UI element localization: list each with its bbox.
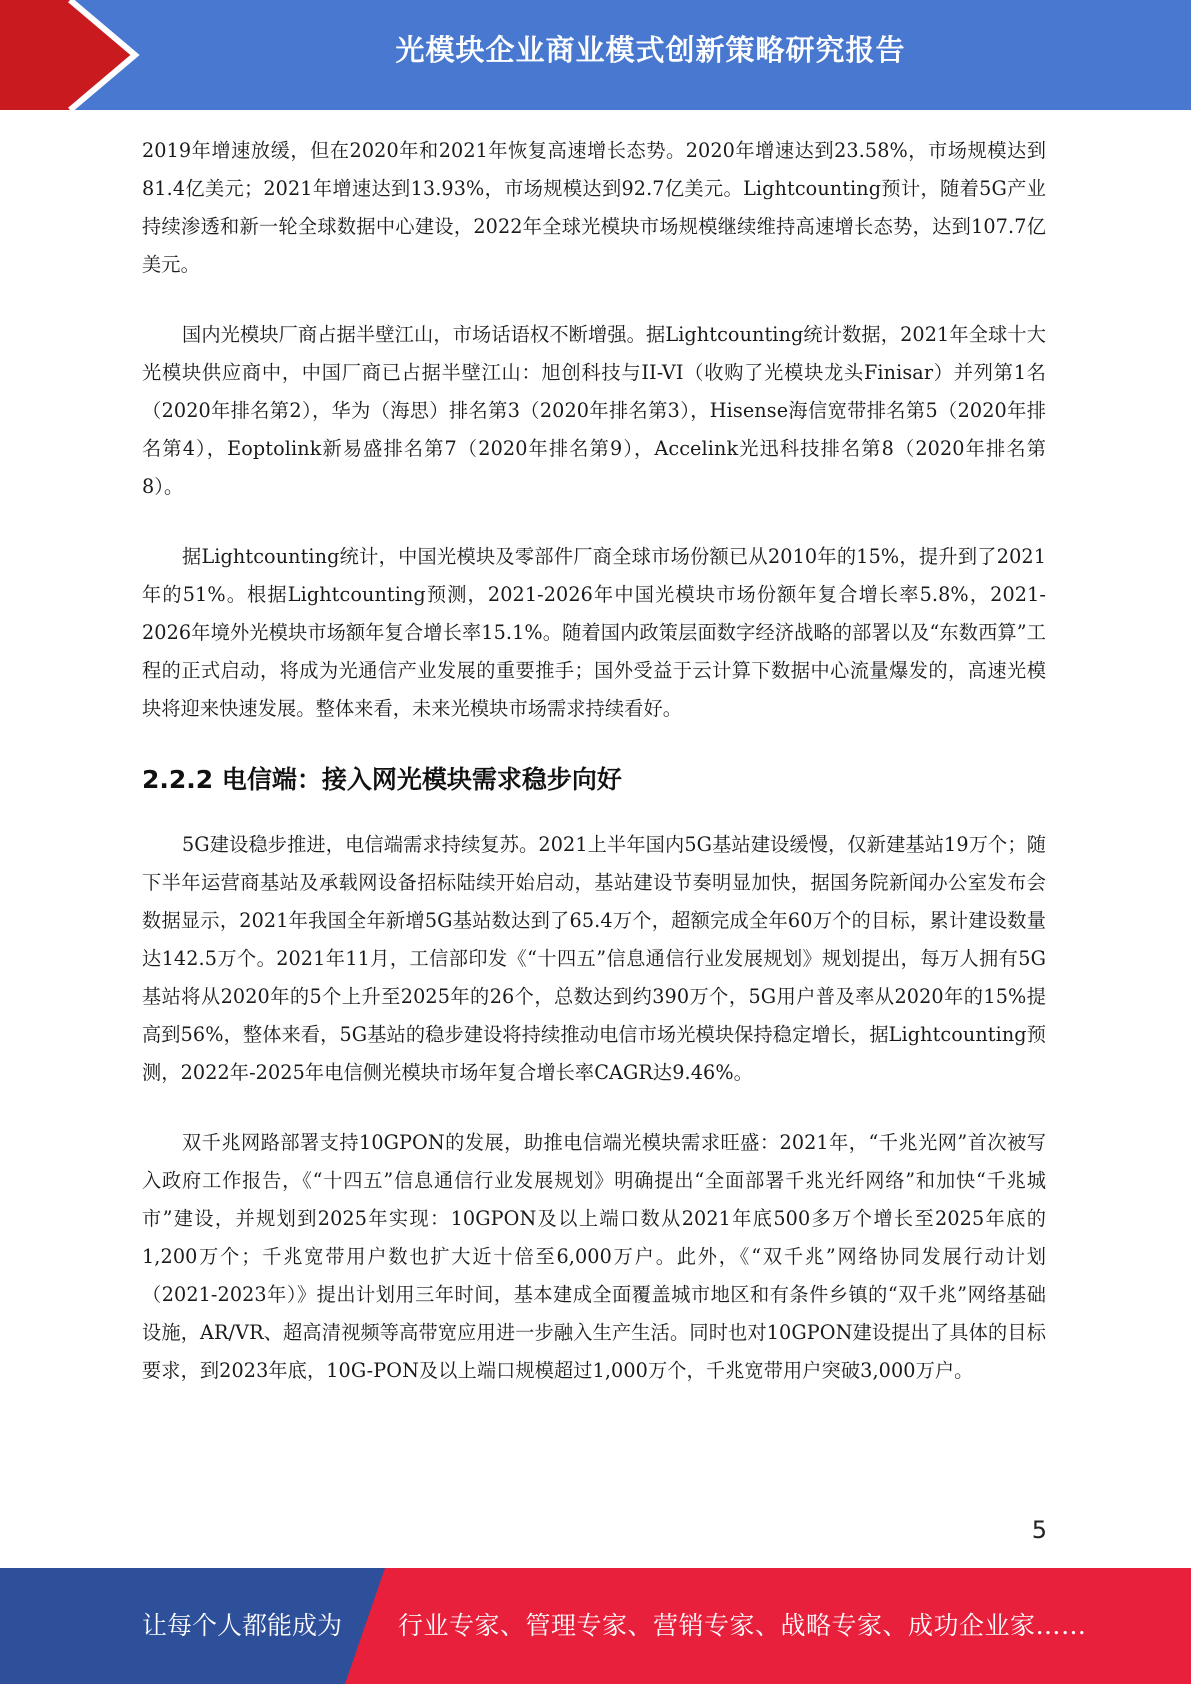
header-chevron-decoration [0,0,160,110]
paragraph-market-share: 据Lightcounting统计，中国光模块及零部件厂商全球市场份额已从2010年的15%，提升到了2021年的51%。根据Lightcounting预测，2021-2026年中国光模块市场份额年复合增长率5.8%，2021-2026年境外光模块市场额年复合增长率15.1%。随着国内政策层面数字经济战略的部署以及“东数西算”工程的正式启动，将成为光通信产业发展的重要推手；国外受益于云计算下数据中心流量爆发的，高速光模块将迎来快速发展。整体来看，未来光模块市场需求持续看好。 [142,545,1046,720]
paragraph-gigabit-network: 双千兆网路部署支持10GPON的发展，助推电信端光模块需求旺盛：2021年，“千兆光网”首次被写入政府工作报告，《“十四五”信息通信行业发展规划》明确提出“全面部署千兆光纤网络”和加快“千兆城市”建设，并规划到2025年实现：10GPON及以上端口数从2021年底500多万个增长至2025年底的1,200万个；千兆宽带用户数也扩大近十倍至6,000万户。此外，《“双千兆”网络协同发展行动计划（2021-2023年）》提出计划用三年时间，基本建成全面覆盖城市地区和有条件乡镇的“双千兆”网络基础设施，AR/VR、超高清视频等高带宽应用进一步融入生产生活。同时也对10GPON建设提出了具体的目标要求，到2023年底，10G-PON及以上端口规模超过1,000万个，千兆宽带用户突破3,000万户。 [142,1131,1046,1382]
page-footer [0,1568,1191,1684]
paragraph-domestic-vendors: 国内光模块厂商占据半壁江山，市场话语权不断增强。据Lightcounting统计数据，2021年全球十大光模块供应商中，中国厂商已占据半壁江山：旭创科技与II-VI（收购了光模块龙头Finisar）并列第1名（2020年排名第2），华为（海思）排名第3（2020年排名第3），Hisense海信宽带排名第5（2020年排名第4），Eoptolink新易盛排名第7（2020年排名第9），Accelink光迅科技排名第8（2020年排名第8）。 [142,323,1046,498]
paragraph-5g-construction: 5G建设稳步推进，电信端需求持续复苏。2021上半年国内5G基站建设缓慢，仅新建基站19万个；随下半年运营商基站及承载网设备招标陆续开始启动，基站建设节奏明显加快，据国务院新闻办公室发布会数据显示，2021年我国全年新增5G基站数达到了65.4万个，超额完成全年60万个的目标，累计建设数量达142.5万个。2021年11月，工信部印发《“十四五”信息通信行业发展规划》规划提出，每万人拥有5G基站将从2020年的5个上升至2025年的26个，总数达到约390万个，5G用户普及率从2020年的15%提高到56%，整体来看，5G基站的稳步建设将持续推动电信市场光模块保持稳定增长，据Lightcounting预测，2022年-2025年电信侧光模块市场年复合增长率CAGR达9.46%。 [142,833,1046,1084]
page-number: 5 [1031,1516,1047,1544]
page-header [0,0,1191,110]
paragraph-market-growth: 2019年增速放缓，但在2020年和2021年恢复高速增长态势。2020年增速达到23.58%，市场规模达到81.4亿美元；2021年增速达到13.93%，市场规模达到92.7亿美元。Lightcounting预计，随着5G产业持续渗透和新一轮全球数据中心建设，2022年全球光模块市场规模继续维持高速增长态势，达到107.7亿美元。 [142,139,1046,276]
section-heading: 2.2.2 电信端：接入网光模块需求稳步向好 [142,765,622,794]
footer-slogan-left: 让每个人都能成为 [142,1611,343,1640]
report-title: 光模块企业商业模式创新策略研究报告 [395,33,906,67]
page-body [142,132,1046,1422]
footer-slogan-right: 行业专家、管理专家、营销专家、战略专家、成功企业家…… [398,1611,1087,1640]
